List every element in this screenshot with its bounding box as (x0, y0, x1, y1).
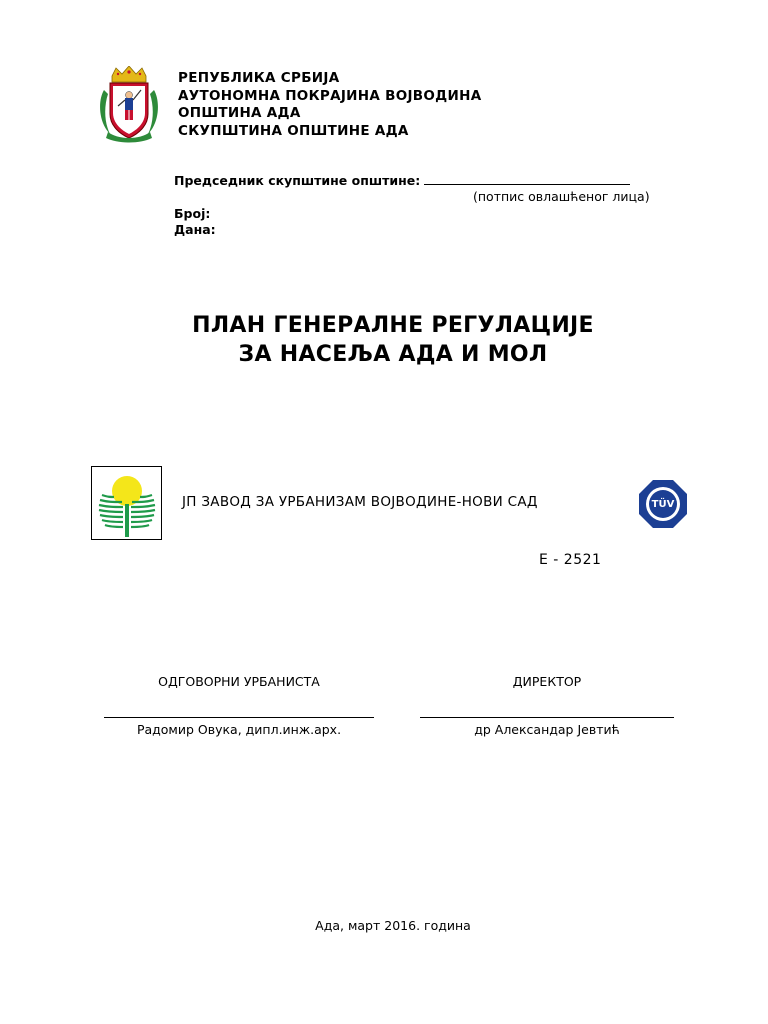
institute-logo (91, 466, 162, 540)
signature-note: (потпис овлашћеног лица) (473, 189, 650, 204)
title-line-2: ЗА НАСЕЉА АДА И МОЛ (238, 342, 548, 367)
municipality-coat-of-arms (96, 66, 162, 144)
right-signatory-name: др Александар Јевтић (474, 722, 620, 737)
header-assembly: СКУПШТИНА ОПШТИНЕ АДА (178, 122, 409, 139)
header-province: АУТОНОМНА ПОКРАЈИНА ВОЈВОДИНА (178, 87, 482, 104)
right-signature-line (420, 717, 674, 718)
left-signatory-role: ОДГОВОРНИ УРБАНИСТА (158, 674, 320, 689)
number-label: Број: (174, 206, 211, 221)
header-country: РЕПУБЛИКА СРБИЈА (178, 70, 340, 86)
left-signatory-name: Радомир Овука, дипл.инж.арх. (136, 722, 342, 737)
date-label: Дана: (174, 222, 216, 237)
institute-name: ЈП ЗАВОД ЗА УРБАНИЗАМ ВОЈВОДИНЕ-НОВИ САД (182, 494, 538, 510)
registry-fields (174, 206, 216, 238)
left-signature-line (104, 717, 374, 718)
president-signature-row (174, 173, 630, 188)
title-line-1: ПЛАН ГЕНЕРАЛНЕ РЕГУЛАЦИЈЕ (192, 313, 594, 338)
tuv-logo-text: TÜV (651, 499, 675, 510)
tuv-certification-logo (637, 478, 689, 530)
right-signatory-role: ДИРЕКТОР (512, 674, 582, 689)
issuing-authority-header (178, 70, 481, 140)
place-and-date: Ада, март 2016. година (315, 918, 471, 933)
document-title (0, 311, 768, 369)
president-label: Председник скупштине општине: (174, 173, 421, 188)
project-code: Е - 2521 (539, 552, 602, 568)
header-municipality: ОПШТИНА АДА (178, 105, 301, 122)
signature-line (424, 173, 630, 185)
